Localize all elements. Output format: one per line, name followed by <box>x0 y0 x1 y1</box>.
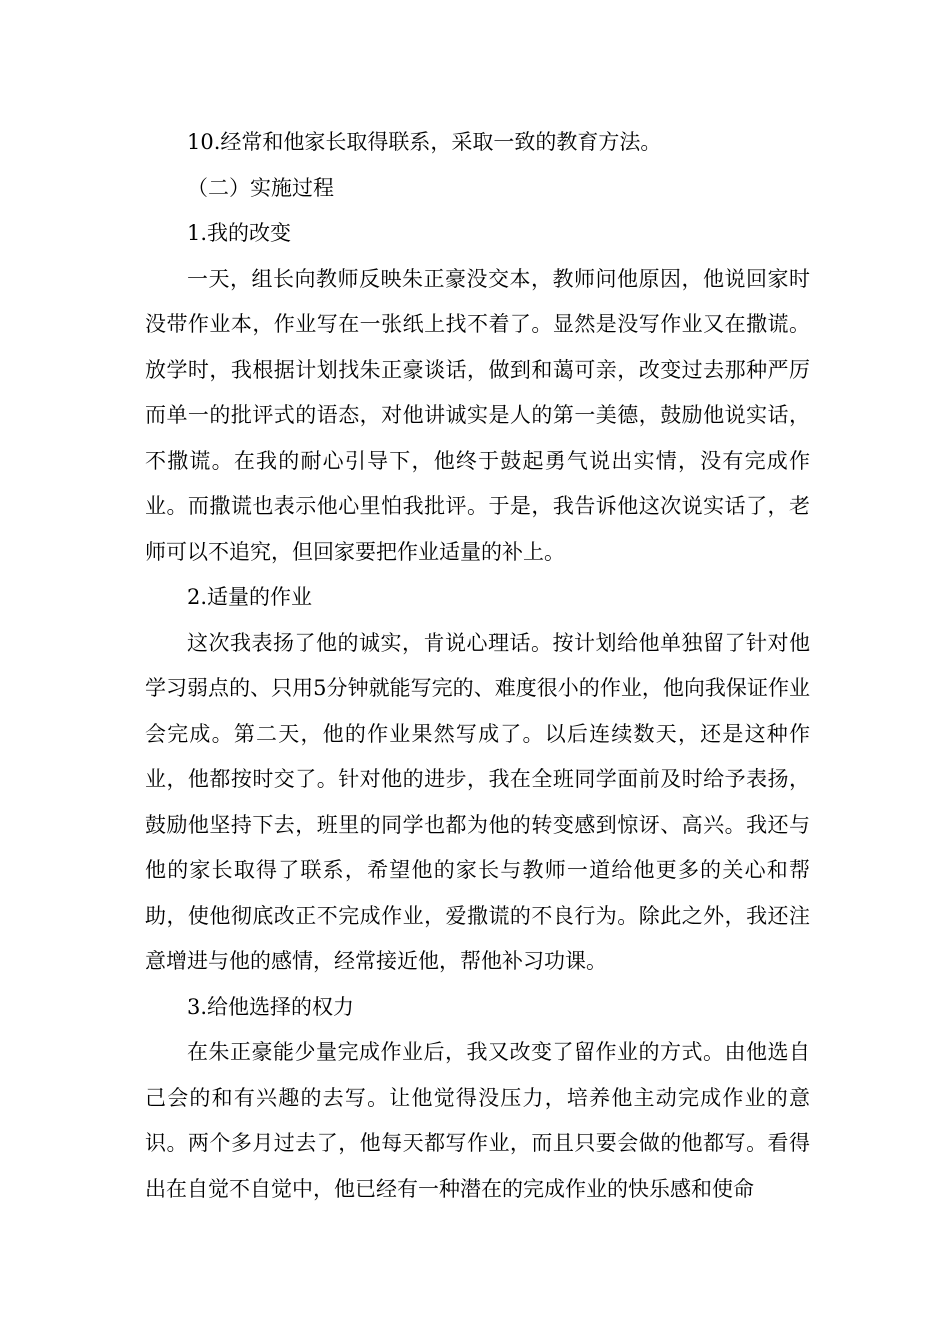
subheading-my-change: 1.我的改变 <box>187 221 292 245</box>
paragraph-right-to-choose: 在朱正豪能少量完成作业后，我又改变了留作业的方式。由他选自己会的和有兴趣的去写。让他觉得没压力，培养他主动完成作业的意识。两个多月过去了，他每天都写作业，而且只要会做的他都写。看得出在自觉不自觉中，他已经有一种潜在的完成作业的快乐感和使命 <box>145 1040 810 1201</box>
subheading-moderate-homework: 2.适量的作业 <box>187 585 313 609</box>
paragraph-contact-parents: 10.经常和他家长取得联系，采取一致的教育方法。 <box>187 130 662 154</box>
paragraph-moderate-homework: 这次我表扬了他的诚实，肯说心理话。按计划给他单独留了针对他学习弱点的、只用5分钟就能写完的、难度很小的作业，他向我保证作业会完成。第二天，他的作业果然写成了。以后连续数天，还是这种作业，他都按时交了。针对他的进步，我在全班同学面前及时给予表扬，鼓励他坚持下去，班里的同学也都为他的转变感到惊讶、高兴。我还与他的家长取得了联系，希望他的家长与教师一道给他更多的关心和帮助，使他彻底改正不完成作业，爱撒谎的不良行为。除此之外，我还注意增进与他的感情，经常接近他，帮他补习功课。 <box>145 630 810 973</box>
subheading-right-to-choose: 3.给他选择的权力 <box>187 994 355 1019</box>
paragraph-my-change: 一天，组长向教师反映朱正豪没交本，教师问他原因，他说回家时没带作业本，作业写在一张纸上找不着了。显然是没写作业又在撒谎。放学时，我根据计划找朱正豪谈话，做到和蔼可亲，改变过去那种严厉而单一的批评式的语态，对他讲诚实是人的第一美德，鼓励他说实话，不撒谎。在我的耐心引导下，他终于鼓起勇气说出实情，没有完成作业。而撒谎也表示他心里怕我批评。于是，我告诉他这次说实话了，老师可以不追究，但回家要把作业适量的补上。 <box>145 266 810 564</box>
document-body <box>145 120 810 1212</box>
section-heading-implementation: （二）实施过程 <box>187 175 334 200</box>
